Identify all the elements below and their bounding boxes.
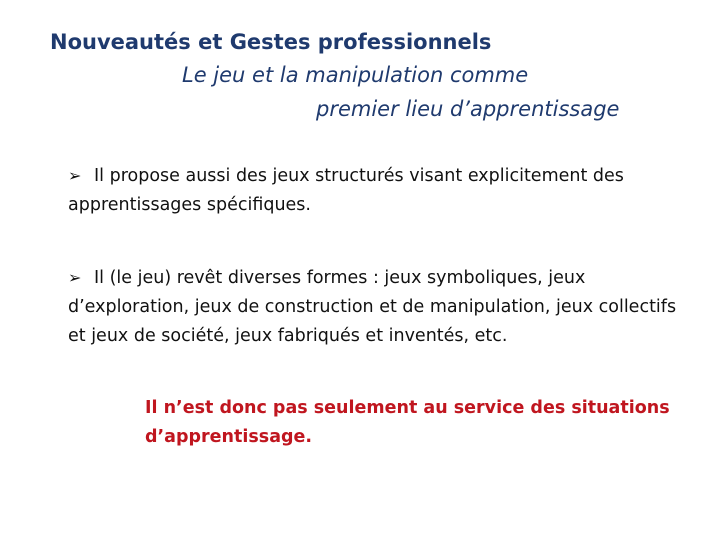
bullet-text: Il propose aussi des jeux structurés visant explicitement des apprentissages spécifiques. (68, 166, 624, 215)
arrow-bullet-icon: ➢ (68, 268, 82, 287)
arrow-bullet-icon: ➢ (68, 166, 82, 185)
bullet-item (68, 263, 678, 351)
slide-subtitle-line-2: premier lieu d’apprentissage (316, 97, 620, 121)
bullet-item (68, 161, 678, 220)
slide-title: Nouveautés et Gestes professionnels (50, 30, 492, 54)
bullet-text: Il (le jeu) revêt diverses formes : jeux symboliques, jeux d’exploration, jeux de construction et de manipulation, jeux collectifs et jeux de société, jeux fabriqués et inventés, etc. (68, 268, 677, 346)
conclusion-text: Il n’est donc pas seulement au service des situations d’apprentissage. (145, 398, 670, 447)
slide-subtitle-line-1: Le jeu et la manipulation comme (182, 63, 529, 87)
